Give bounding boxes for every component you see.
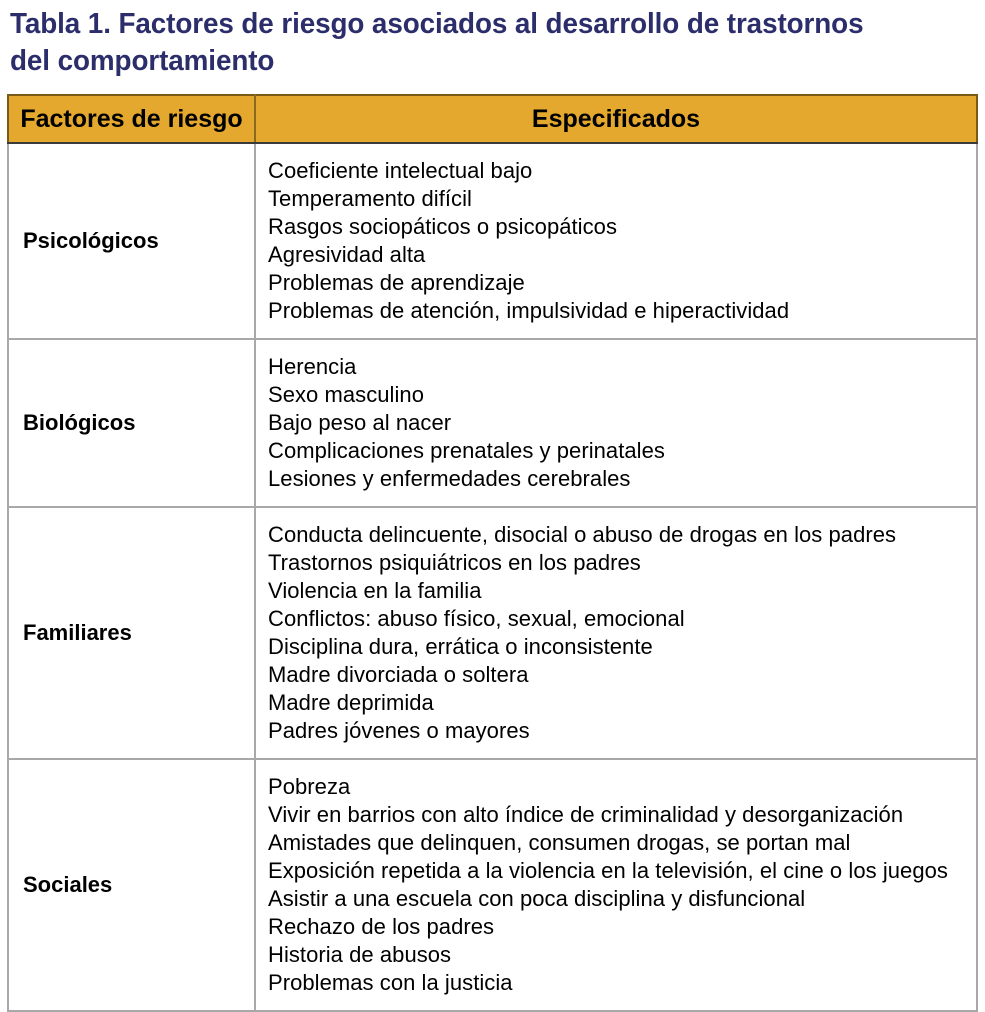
specified-list: [268, 521, 968, 745]
list-item: Complicaciones prenatales y perinatales: [268, 438, 665, 463]
header-row: [8, 95, 977, 143]
list-item: Madre deprimida: [268, 690, 434, 715]
table-row: [8, 339, 977, 507]
specified-cell: [255, 507, 977, 759]
table-row: [8, 507, 977, 759]
table-body: [8, 143, 977, 1011]
list-item: Rechazo de los padres: [268, 914, 495, 939]
list-item: Asistir a una escuela con poca disciplina y disfuncional: [268, 886, 806, 911]
list-item: Sexo masculino: [268, 382, 424, 407]
list-item: Disciplina dura, errática o inconsistente: [268, 634, 653, 659]
row-label-cell: Sociales: [8, 759, 255, 1011]
list-item: Pobreza: [268, 774, 351, 799]
list-item: Problemas de atención, impulsividad e hiperactividad: [268, 298, 790, 323]
list-item: Herencia: [268, 354, 357, 379]
list-item: Vivir en barrios con alto índice de criminalidad y desorganización: [268, 802, 904, 827]
specified-list: [268, 353, 968, 493]
specified-cell: [255, 339, 977, 507]
list-item: Coeficiente intelectual bajo: [268, 158, 533, 183]
specified-cell: [255, 759, 977, 1011]
column-header-factores-de-riesgo: Factores de riesgo: [8, 95, 255, 143]
list-item: Conducta delincuente, disocial o abuso de drogas en los padres: [268, 522, 897, 547]
row-label-cell: Familiares: [8, 507, 255, 759]
list-item: Conflictos: abuso físico, sexual, emocional: [268, 606, 685, 631]
list-item: Problemas con la justicia: [268, 970, 513, 995]
list-item: Amistades que delinquen, consumen drogas, se portan mal: [268, 830, 851, 855]
list-item: Lesiones y enfermedades cerebrales: [268, 466, 631, 491]
list-item: Agresividad alta: [268, 242, 426, 267]
caption-line-2: del comportamiento: [10, 45, 275, 77]
list-item: Madre divorciada o soltera: [268, 662, 529, 687]
list-item: Problemas de aprendizaje: [268, 270, 525, 295]
list-item: Exposición repetida a la violencia en la televisión, el cine o los juegos: [268, 858, 948, 883]
row-label-cell: Biológicos: [8, 339, 255, 507]
list-item: Violencia en la familia: [268, 578, 482, 603]
list-item: Trastornos psiquiátricos en los padres: [268, 550, 641, 575]
list-item: Historia de abusos: [268, 942, 452, 967]
table-row: [8, 143, 977, 339]
list-item: Rasgos sociopáticos o psicopáticos: [268, 214, 617, 239]
specified-cell: [255, 143, 977, 339]
caption-line-1: Tabla 1. Factores de riesgo asociados al desarrollo de trastornos: [10, 8, 864, 40]
specified-list: [268, 157, 968, 325]
list-item: Padres jóvenes o mayores: [268, 718, 530, 743]
table-header: [8, 95, 977, 143]
table-caption: [10, 6, 893, 80]
specified-list: [268, 773, 968, 997]
list-item: Temperamento difícil: [268, 186, 472, 211]
risk-factors-table: [7, 94, 978, 1012]
table-row: [8, 759, 977, 1011]
row-label-cell: Psicológicos: [8, 143, 255, 339]
column-header-especificados: Especificados: [255, 95, 977, 143]
list-item: Bajo peso al nacer: [268, 410, 452, 435]
